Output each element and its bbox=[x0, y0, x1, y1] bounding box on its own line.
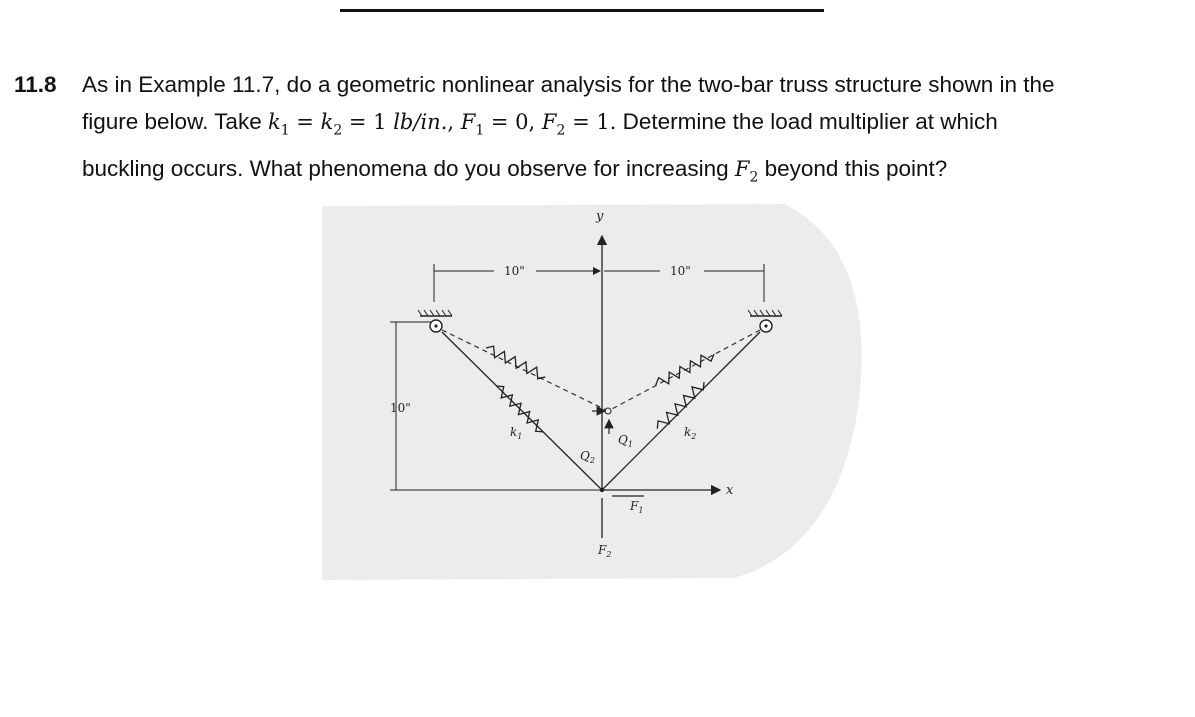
math-comma: , bbox=[447, 110, 461, 134]
math-k: k bbox=[267, 110, 281, 134]
f2-label: $F_2$ bbox=[598, 543, 612, 559]
x-axis-label: x bbox=[726, 483, 734, 498]
dim-label-left: 10" bbox=[504, 264, 525, 278]
math-eq: = 1. bbox=[565, 110, 617, 134]
spring-k1-label: $k_1$ bbox=[510, 425, 523, 441]
math-unit: lb/in. bbox=[393, 110, 448, 134]
problem-text bbox=[82, 66, 1182, 196]
math-F: F bbox=[460, 110, 476, 134]
figure-background bbox=[322, 204, 862, 580]
text-span: beyond this point? bbox=[758, 155, 948, 181]
q2-label: $Q_2$ bbox=[580, 449, 595, 465]
text-span: Determine the load multiplier at which bbox=[616, 109, 998, 134]
problem-line-3 bbox=[82, 150, 1182, 197]
truss-figure bbox=[314, 198, 870, 584]
dim-label-right: 10" bbox=[670, 264, 691, 278]
math-sub: 2 bbox=[556, 122, 566, 139]
text-span: buckling occurs. What phenomena do you observe for increasing bbox=[82, 155, 735, 181]
math-sub: 1 bbox=[280, 122, 290, 139]
problem-line-2 bbox=[82, 103, 1182, 150]
spring-k2-label: $k_2$ bbox=[684, 425, 697, 441]
problem-number: 11.8 bbox=[14, 72, 57, 97]
problem-line-1: As in Example 11.7, do a geometric nonlinear analysis for the two-bar truss structure shown in the bbox=[82, 72, 1055, 97]
math-F: F bbox=[541, 110, 557, 134]
math-F: F bbox=[734, 156, 750, 181]
math-sub: 2 bbox=[749, 169, 759, 185]
text-span: figure below. Take bbox=[82, 109, 268, 134]
dim-label-height: 10" bbox=[390, 401, 411, 415]
y-axis-label: y bbox=[596, 209, 604, 224]
math-eq: = 0, bbox=[484, 110, 542, 134]
loaded-node bbox=[600, 488, 604, 492]
top-rule bbox=[340, 9, 824, 12]
q1-label: $Q_1$ bbox=[618, 433, 633, 449]
math-eq: = bbox=[289, 110, 321, 134]
math-k: k bbox=[320, 110, 334, 134]
math-sub: 1 bbox=[475, 122, 485, 139]
math-sub: 2 bbox=[333, 122, 343, 139]
math-eq: = 1 bbox=[342, 110, 394, 134]
f1-label: $F_1$ bbox=[630, 499, 644, 515]
truss-diagram bbox=[314, 198, 870, 584]
